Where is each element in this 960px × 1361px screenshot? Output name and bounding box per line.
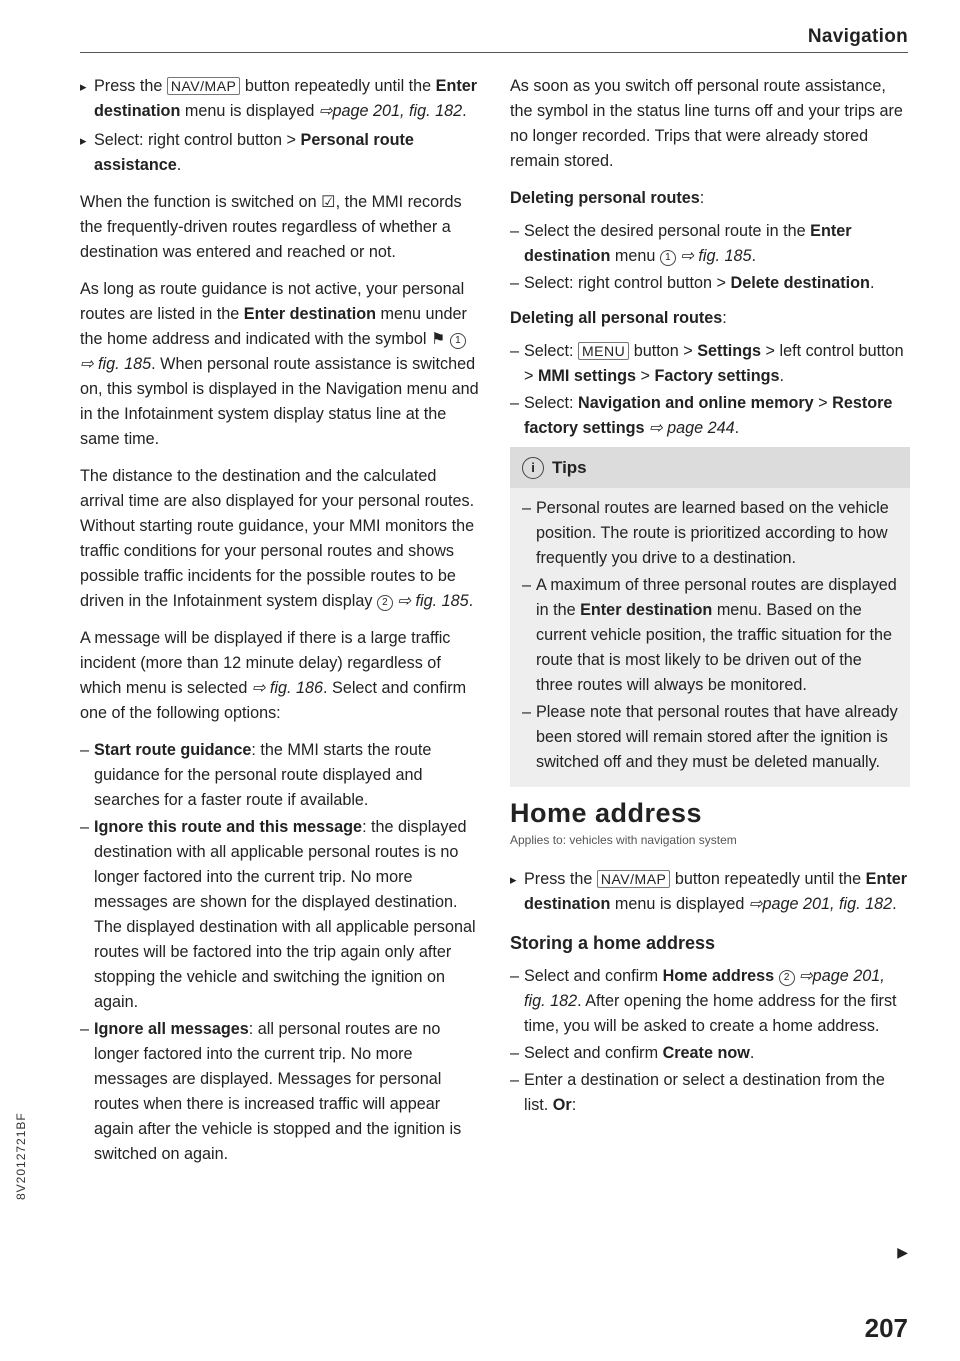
continue-arrow-icon: ▶	[897, 1244, 908, 1260]
list-item: – Select: Navigation and online memory > Restore factory settings ⇨ page 244.	[510, 391, 910, 441]
nav-map-key: NAV/MAP	[167, 77, 240, 95]
instruction-step: ▸ Select: right control button > Personal route assistance.	[80, 128, 480, 178]
tip-item: – Personal routes are learned based on the vehicle position. The route is prioritized according to how frequently you drive to a destination.	[522, 496, 900, 571]
applies-note: Applies to: vehicles with navigation system	[510, 833, 737, 847]
paragraph: The distance to the destination and the calculated arrival time are also displayed for your personal routes. Without starting route guidance, your MMI monitors the traffic conditions for your personal routes and shows possible traffic incidents for the possible routes to be driven in the Infotainment system display 2 ⇨ fig. 185.	[80, 467, 475, 610]
callout-number: 1	[450, 333, 466, 349]
subheading: Deleting personal routes:	[510, 189, 705, 207]
page-number: 207	[864, 1313, 908, 1343]
figure-reference: ⇨ fig. 185	[392, 592, 469, 610]
left-column	[80, 74, 480, 1169]
tips-box	[510, 447, 910, 787]
info-icon: i	[522, 457, 544, 479]
list-item: – Enter a destination or select a destination from the list. Or:	[510, 1068, 910, 1118]
section-title: Navigation	[807, 26, 908, 47]
tips-header	[510, 447, 910, 488]
paragraph: As soon as you switch off personal route assistance, the symbol in the status line turns off and your trips are no longer recorded. Trips that were already stored remain stored.	[510, 77, 903, 170]
list-item: – Select: MENU button > Settings > left control button > MMI settings > Factory settings.	[510, 339, 910, 389]
paragraph: A message will be displayed if there is a large traffic incident (more than 12 minute delay) regardless of which menu is selected ⇨ fig. 186. Select and confirm one of the following options:	[80, 629, 467, 722]
paragraph: As long as route guidance is not active, your personal routes are listed in the Enter destination menu under the home address and indicated with the symbol ⚑ 1 ⇨ fig. 185. When personal route assistance is switched on, this symbol is displayed in the Navigation menu and in the Infotainment system display status line at the same time.	[80, 280, 479, 448]
page-header	[80, 22, 908, 53]
list-item: – Ignore this route and this message: the displayed destination with all applicable personal routes is no longer factored into the current trip. No more messages are shown for the displayed destination. The displayed destination with all applicable personal routes will be factored into the trip again only after stopping the vehicle and switching the ignition on again.	[80, 815, 480, 1015]
instruction-step: ▸ Press the NAV/MAP button repeatedly until the Enter destination menu is displayed ⇨page 201, fig. 182.	[80, 74, 480, 124]
tip-item: – A maximum of three personal routes are displayed in the Enter destination menu. Based on the current vehicle position, the traffic situation for the route that is most likely to be driven out of the three routes will always be monitored.	[522, 573, 900, 698]
page-reference: ⇨page 201, fig. 182	[524, 967, 885, 1010]
subsection-heading: Storing a home address	[510, 933, 716, 953]
personal-route-icon: ⚑	[430, 330, 446, 348]
figure-reference: ⇨ fig. 185	[675, 247, 752, 265]
instruction-step: ▸ Press the NAV/MAP button repeatedly until the Enter destination menu is displayed ⇨page 201, fig. 182.	[510, 867, 910, 917]
tips-title: Tips	[552, 458, 587, 477]
tip-item: – Please note that personal routes that have already been stored will remain stored after the ignition is switched off and they must be deleted manually.	[522, 700, 900, 775]
document-code: 8V2012721BF	[14, 1112, 28, 1200]
right-column	[510, 74, 910, 1120]
page-reference: ⇨ page 244	[644, 419, 735, 437]
page-reference: ⇨page 201, fig. 182	[748, 895, 893, 913]
list-item: – Start route guidance: the MMI starts the route guidance for the personal route displayed and searches for a faster route if available.	[80, 738, 480, 813]
list-item: – Select the desired personal route in the Enter destination menu 1 ⇨ fig. 185.	[510, 219, 910, 269]
figure-reference: ⇨ fig. 186	[251, 679, 324, 697]
page-reference: ⇨page 201, fig. 182	[318, 102, 463, 120]
callout-number: 2	[779, 970, 795, 986]
callout-number: 1	[660, 250, 676, 266]
paragraph: When the function is switched on ☑, the MMI records the frequently-driven routes regardless of whether a destination was entered and reached or not.	[80, 193, 462, 261]
menu-key: MENU	[578, 342, 629, 360]
nav-map-key: NAV/MAP	[597, 870, 670, 888]
figure-reference: ⇨ fig. 185	[80, 355, 152, 373]
subheading: Deleting all personal routes:	[510, 309, 727, 327]
list-item: – Ignore all messages: all personal routes are no longer factored into the current trip. No more messages are displayed. Messages for personal routes when there is increased traffic will appear again after the vehicle is stopped and the ignition is switched on again.	[80, 1017, 480, 1167]
checkbox-icon: ☑	[321, 193, 336, 211]
section-heading: Home address	[510, 798, 703, 828]
list-item: – Select and confirm Create now.	[510, 1041, 910, 1066]
list-item: – Select and confirm Home address 2 ⇨page 201, fig. 182. After opening the home address for the first time, you will be asked to create a home address.	[510, 964, 910, 1039]
list-item: – Select: right control button > Delete destination.	[510, 271, 910, 296]
callout-number: 2	[377, 595, 393, 611]
